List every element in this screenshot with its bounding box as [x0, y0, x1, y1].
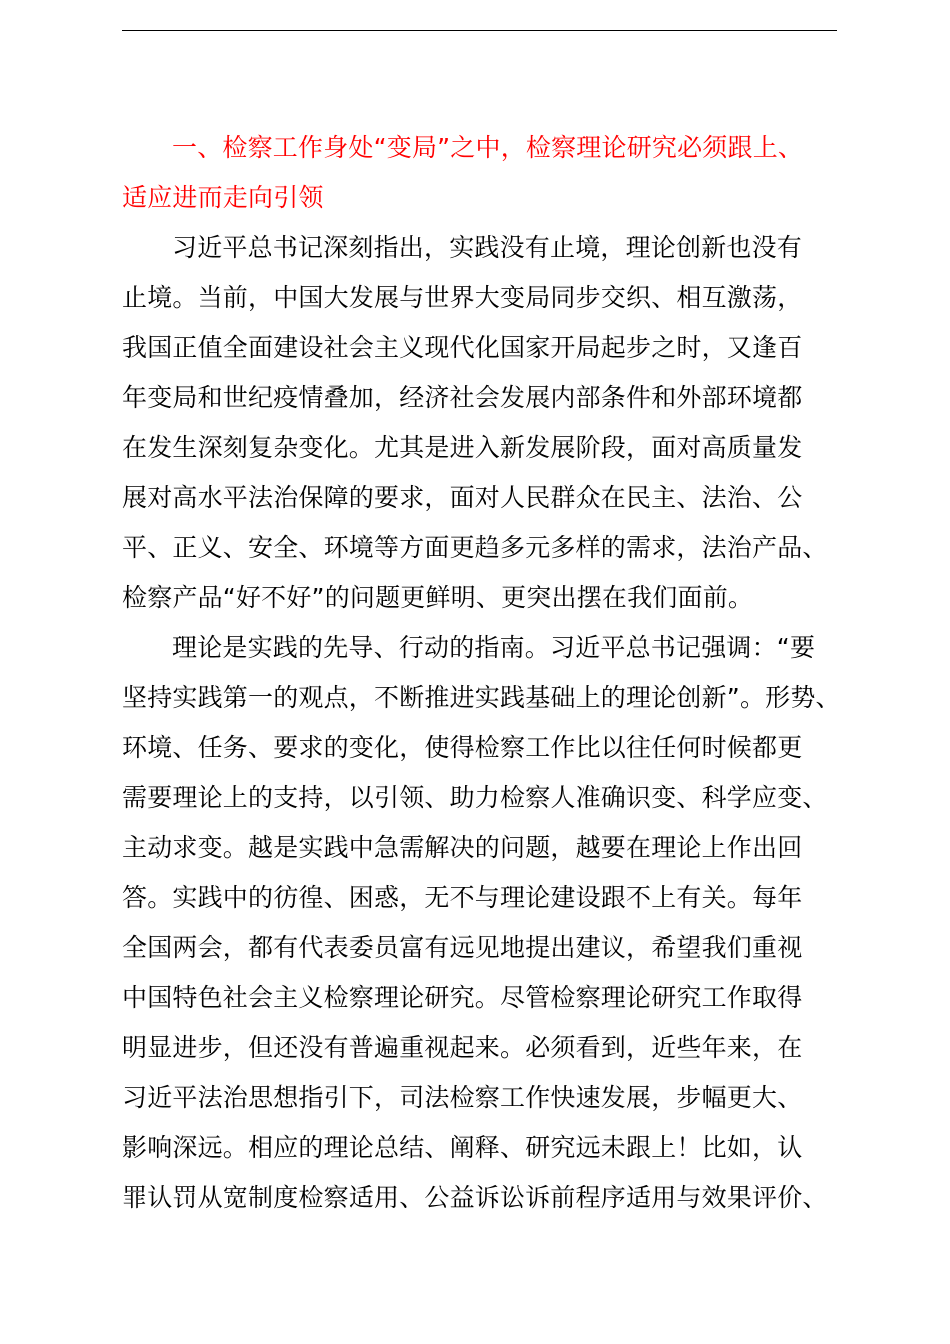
header-rule — [122, 30, 837, 31]
section-heading — [122, 123, 844, 223]
paragraph-line: 坚持实践第一的观点，不断推进实践基础上的理论创新”。形势、 — [122, 683, 841, 712]
paragraph-line: 罪认罚从宽制度检察适用、公益诉讼诉前程序适用与效果评价、 — [122, 1183, 828, 1212]
paragraph-line: 止境。当前，中国大发展与世界大变局同步交织、相互激荡， — [122, 283, 803, 312]
paragraph-line: 答。实践中的彷徨、困惑，无不与理论建设跟不上有关。每年 — [122, 883, 803, 912]
paragraph-line: 主动求变。越是实践中急需解决的问题，越要在理论上作出回 — [122, 833, 803, 862]
paragraph-line: 影响深远。相应的理论总结、阐释、研究远未跟上！比如，认 — [122, 1133, 803, 1162]
paragraph-line: 环境、任务、要求的变化，使得检察工作比以往任何时候都更 — [122, 733, 803, 762]
paragraph-line: 习近平总书记深刻指出，实践没有止境，理论创新也没有 — [172, 233, 803, 262]
paragraph-line: 明显进步，但还没有普遍重视起来。必须看到，近些年来，在 — [122, 1033, 803, 1062]
heading-line: 适应进而走向引领 — [122, 183, 324, 212]
paragraph-line: 全国两会，都有代表委员富有远见地提出建议，希望我们重视 — [122, 933, 803, 962]
paragraph-line: 习近平法治思想指引下，司法检察工作快速发展，步幅更大、 — [122, 1083, 803, 1112]
paragraph-line: 平、正义、安全、环境等方面更趋多元多样的需求，法治产品、 — [122, 533, 828, 562]
paragraph-line: 中国特色社会主义检察理论研究。尽管检察理论研究工作取得 — [122, 983, 803, 1012]
paragraph-2 — [122, 623, 844, 1223]
paragraph-line: 检察产品“好不好”的问题更鲜明、更突出摆在我们面前。 — [122, 583, 754, 612]
paragraph-line: 展对高水平法治保障的要求，面对人民群众在民主、法治、公 — [122, 483, 803, 512]
paragraph-line: 我国正值全面建设社会主义现代化国家开局起步之时，又逢百 — [122, 333, 803, 362]
paragraph-line: 在发生深刻复杂变化。尤其是进入新发展阶段，面对高质量发 — [122, 433, 803, 462]
paragraph-line: 理论是实践的先导、行动的指南。习近平总书记强调：“要 — [172, 633, 816, 662]
heading-line: 一、检察工作身处“变局”之中，检察理论研究必须跟上、 — [172, 133, 804, 162]
paragraph-line: 年变局和世纪疫情叠加，经济社会发展内部条件和外部环境都 — [122, 383, 803, 412]
document-body — [122, 123, 844, 1223]
paragraph-1 — [122, 223, 844, 623]
paragraph-line: 需要理论上的支持，以引领、助力检察人准确识变、科学应变、 — [122, 783, 828, 812]
